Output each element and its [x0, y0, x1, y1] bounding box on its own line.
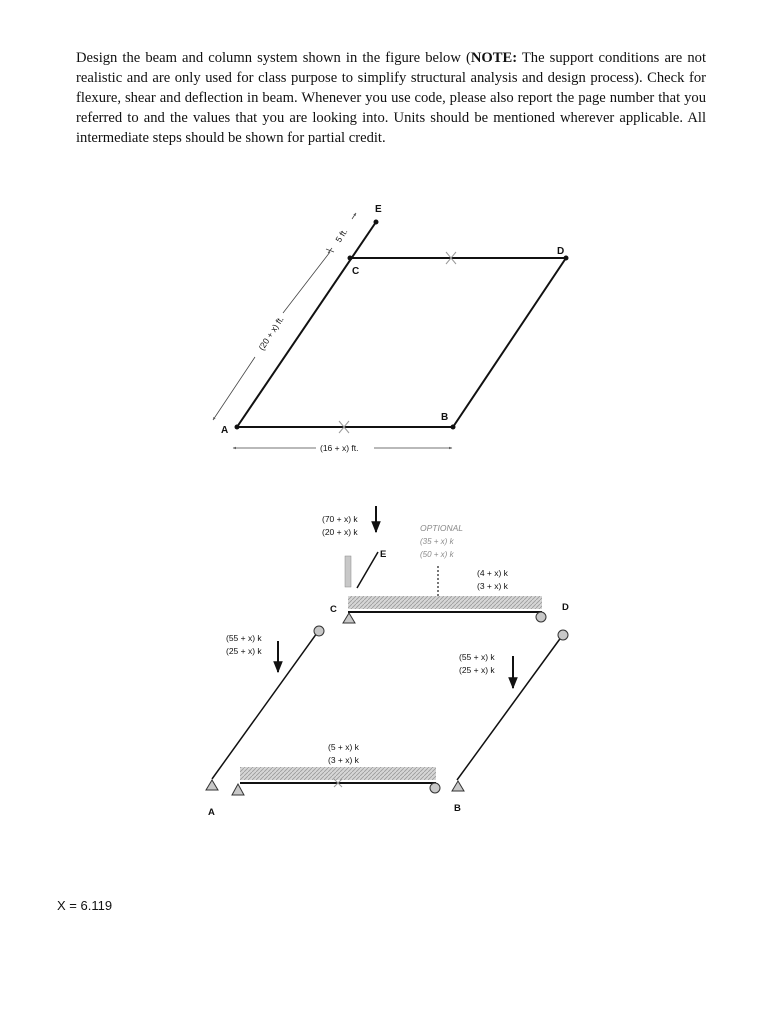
load-label-e: E — [380, 549, 387, 560]
load-beam-ab-2: (3 + x) k — [328, 755, 359, 765]
plan-view — [213, 204, 569, 453]
beam-ab-distributed-load — [240, 767, 436, 780]
load-left-2: (25 + x) k — [226, 646, 262, 656]
plan-dim-ab: (16 + x) ft. — [320, 443, 359, 453]
plan-label-a: A — [221, 425, 229, 436]
optional-title: OPTIONAL — [420, 523, 463, 533]
note-label: NOTE: — [470, 50, 518, 66]
load-right-2: (25 + x) k — [459, 665, 495, 675]
plan-label-e: E — [375, 204, 382, 215]
load-label-b: B — [454, 803, 461, 814]
column-ce — [357, 552, 378, 588]
load-label-d: D — [562, 602, 569, 613]
load-beam-ab-1: (5 + x) k — [328, 742, 359, 752]
load-col-e-2: (20 + x) k — [322, 527, 358, 537]
load-label-a: A — [208, 807, 215, 818]
optional-load-2: (50 + x) k — [420, 550, 454, 559]
x-value: X = 6.119 — [57, 898, 113, 913]
problem-rest: The support conditions are not realistic and are only used for class purpose to simplify structural analysis and design process). Check for flexure, shear and deflection in beam. Whenever you use code, please also report the page number that you referred to and the values that you are looking into. Units should be mentioned wherever applicable. All intermediate steps should be shown for partial credit. — [76, 50, 707, 146]
problem-intro: Design the beam and column system shown in the figure below ( — [76, 50, 471, 66]
load-left-1: (55 + x) k — [226, 633, 262, 643]
load-col-e-1: (70 + x) k — [322, 514, 358, 524]
plan-label-d: D — [557, 246, 565, 257]
load-diagram — [206, 506, 569, 818]
beam-cd-distributed-load — [348, 596, 542, 609]
plan-dim-ac: (20 + x) ft. — [256, 314, 286, 353]
plan-dim-ec: 5 ft. — [333, 226, 350, 245]
plan-member-bd — [453, 258, 566, 427]
load-beam-cd-2: (3 + x) k — [477, 581, 508, 591]
load-right-1: (55 + x) k — [459, 652, 495, 662]
optional-load-1: (35 + x) k — [420, 537, 454, 546]
load-label-c: C — [330, 604, 337, 615]
plan-label-b: B — [441, 412, 449, 423]
load-beam-cd-1: (4 + x) k — [477, 568, 508, 578]
plan-label-c: C — [352, 266, 360, 277]
plan-member-ae — [237, 222, 376, 427]
